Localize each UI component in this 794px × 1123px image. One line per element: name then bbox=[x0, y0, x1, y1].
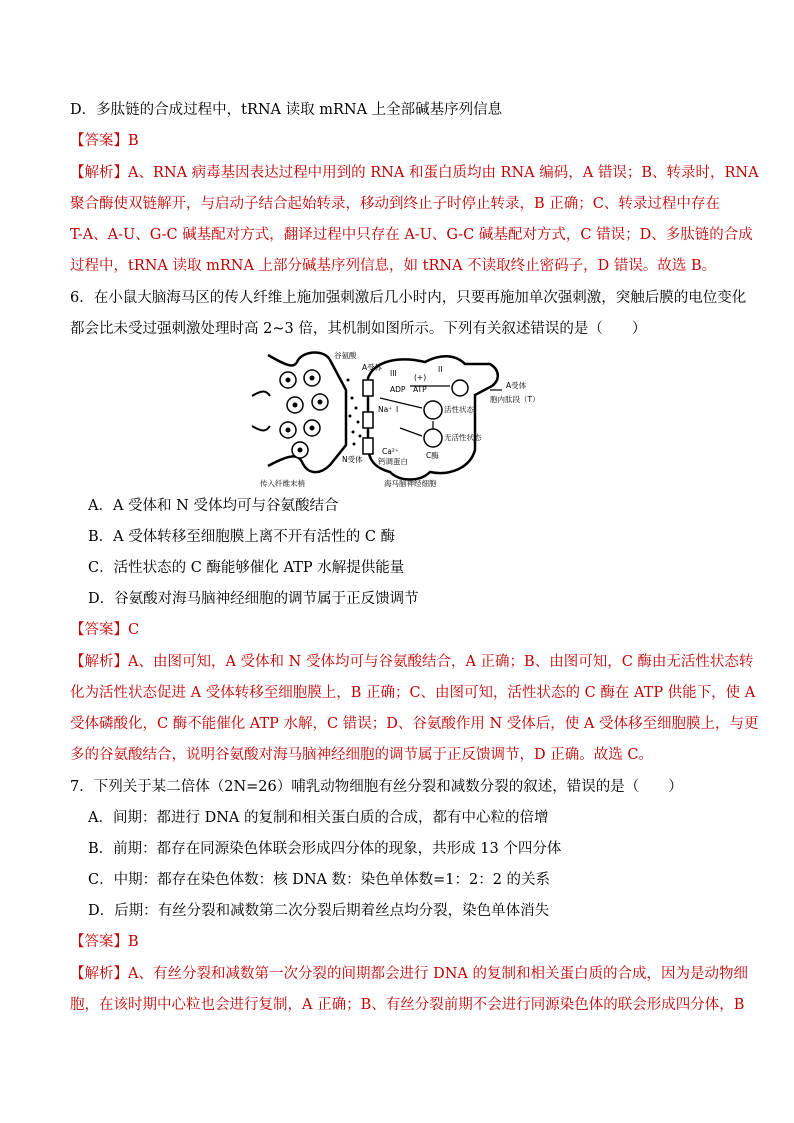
label-na: Na⁺ bbox=[378, 405, 393, 414]
q6-analysis-line-3: 受体磷酸化，C 酶不能催化 ATP 水解，C 错误；D、谷氨酸作用 N 受体后，使 A 受体移至细胞膜上，与更 bbox=[70, 716, 759, 732]
label-ca: Ca²⁺ bbox=[382, 447, 399, 456]
q6-option-a: A．A 受体和 N 受体均可与谷氨酸结合 bbox=[88, 498, 339, 514]
q6-answer bbox=[70, 620, 139, 640]
synapse-diagram bbox=[250, 350, 550, 490]
analysis-tag: 【解析】 bbox=[70, 165, 128, 181]
label-intracellular-peptide: 胞内肽段（T） bbox=[490, 395, 540, 404]
label-axon-terminal: 传入纤维末梢 bbox=[260, 479, 305, 488]
answer-tag: 【答案】 bbox=[70, 622, 128, 638]
q5-analysis-line-3: T-A、A-U、G-C 碱基配对方式，翻译过程中只存在 A-U、G-C 碱基配对方式，C 错误；D、多肽链的合成 bbox=[70, 227, 753, 243]
a-receptor-vesicle-icon bbox=[452, 380, 468, 396]
label-a-receptor-side: A受体 bbox=[506, 381, 527, 390]
label-plus: (+) bbox=[414, 373, 427, 382]
q7-answer bbox=[70, 932, 139, 952]
q6-option-c: C．活性状态的 C 酶能够催化 ATP 水解提供能量 bbox=[88, 560, 405, 576]
q6-analysis-line-1 bbox=[70, 652, 753, 672]
label-adp: ADP bbox=[390, 385, 406, 394]
label-atp: ATP bbox=[413, 385, 427, 394]
label-inactive: 无活性状态 bbox=[444, 433, 482, 442]
q6-option-b: B．A 受体转移至细胞膜上离不开有活性的 C 酶 bbox=[88, 529, 396, 545]
q6-analysis-line-2: 化为活性状态促进 A 受体转移至细胞膜上，B 正确；C、由图可知，活性状态的 C 酶在 ATP 供能下，使 A bbox=[70, 685, 756, 701]
c-enzyme-active-icon bbox=[424, 401, 442, 419]
label-roman-2: II bbox=[438, 365, 443, 374]
answer-value: C bbox=[128, 622, 140, 638]
label-roman-3: III bbox=[390, 369, 397, 378]
q6-stem-line-2: 都会比未受过强刺激处理时高 2~3 倍，其机制如图所示。下列有关叙述错误的是（ ） bbox=[70, 321, 647, 337]
vesicles bbox=[280, 370, 328, 458]
label-n-receptor: N受体 bbox=[342, 455, 363, 464]
label-active: 活性状态 bbox=[444, 405, 474, 414]
q7-option-a: A．间期：都进行 DNA 的复制和相关蛋白质的合成，都有中心粒的倍增 bbox=[88, 810, 549, 826]
answer-value: B bbox=[128, 934, 139, 950]
answer-value: B bbox=[128, 133, 139, 149]
q7-stem: 7．下列关于某二倍体（2N=26）哺乳动物细胞有丝分裂和减数分裂的叙述，错误的是（ ） bbox=[70, 779, 683, 795]
a-receptor-icon bbox=[363, 380, 373, 396]
q6-option-d: D．谷氨酸对海马脑神经细胞的调节属于正反馈调节 bbox=[88, 591, 419, 607]
analysis-text: A、有丝分裂和减数第一次分裂的间期都会进行 DNA 的复制和相关蛋白质的合成，因为是动物细 bbox=[128, 966, 748, 982]
answer-tag: 【答案】 bbox=[70, 133, 128, 149]
label-roman-1: I bbox=[396, 405, 399, 414]
q7-analysis-line-1 bbox=[70, 964, 748, 984]
q5-analysis-line-1 bbox=[70, 163, 759, 183]
analysis-text: A、由图可知，A 受体和 N 受体均可与谷氨酸结合，A 正确；B、由图可知，C 酶由无活性状态转 bbox=[128, 654, 754, 670]
q5-option-d: D．多肽链的合成过程中，tRNA 读取 mRNA 上全部碱基序列信息 bbox=[70, 102, 503, 118]
analysis-tag: 【解析】 bbox=[70, 654, 128, 670]
label-calmodulin: 钙调蛋白 bbox=[378, 457, 408, 466]
label-a-receptor: A受体 bbox=[362, 363, 383, 372]
label-c-enzyme: C酶 bbox=[426, 451, 439, 460]
q6-analysis-line-4: 多的谷氨酸结合，说明谷氨酸对海马脑神经细胞的调节属于正反馈调节，D 正确。故选 C。 bbox=[70, 747, 653, 763]
c-enzyme-inactive-icon bbox=[424, 429, 442, 447]
answer-tag: 【答案】 bbox=[70, 934, 128, 950]
analysis-tag: 【解析】 bbox=[70, 966, 128, 982]
q5-analysis-line-2: 聚合酶使双链解开，与启动子结合起始转录，移动到终止子时停止转录，B 正确；C、转录过程中存在 bbox=[70, 196, 720, 212]
q5-analysis-line-4: 过程中，tRNA 读取 mRNA 上部分碱基序列信息，如 tRNA 不读取终止密码子，D 错误。故选 B。 bbox=[70, 258, 717, 274]
synapse-mechanism-figure bbox=[250, 350, 550, 490]
q7-option-d: D．后期：有丝分裂和减数第二次分裂后期着丝点均分裂，染色单体消失 bbox=[88, 903, 550, 919]
q6-stem-line-1: 6．在小鼠大脑海马区的传人纤维上施加强刺激后几小时内，只要再施加单次强刺激，突触后膜的电位变化 bbox=[70, 290, 747, 306]
q7-option-c: C．中期：都存在染色体数：核 DNA 数：染色单体数=1：2：2 的关系 bbox=[88, 872, 551, 888]
a-receptor-icon bbox=[363, 412, 373, 428]
label-glutamate: 谷氨酸 bbox=[334, 351, 357, 360]
q5-answer bbox=[70, 131, 139, 151]
label-hippocampal-neuron: 海马脑神经细胞 bbox=[384, 479, 437, 488]
q7-option-b: B．前期：都存在同源染色体联会形成四分体的现象，共形成 13 个四分体 bbox=[88, 841, 562, 857]
q7-analysis-line-2: 胞，在该时期中心粒也会进行复制，A 正确；B、有丝分裂前期不会进行同源染色体的联会形成四分体，B bbox=[70, 997, 745, 1013]
analysis-text: A、RNA 病毒基因表达过程中用到的 RNA 和蛋白质均由 RNA 编码，A 错误；B、转录时，RNA bbox=[128, 165, 759, 181]
glutamate-dots bbox=[347, 379, 362, 446]
n-receptor-icon bbox=[363, 438, 373, 454]
